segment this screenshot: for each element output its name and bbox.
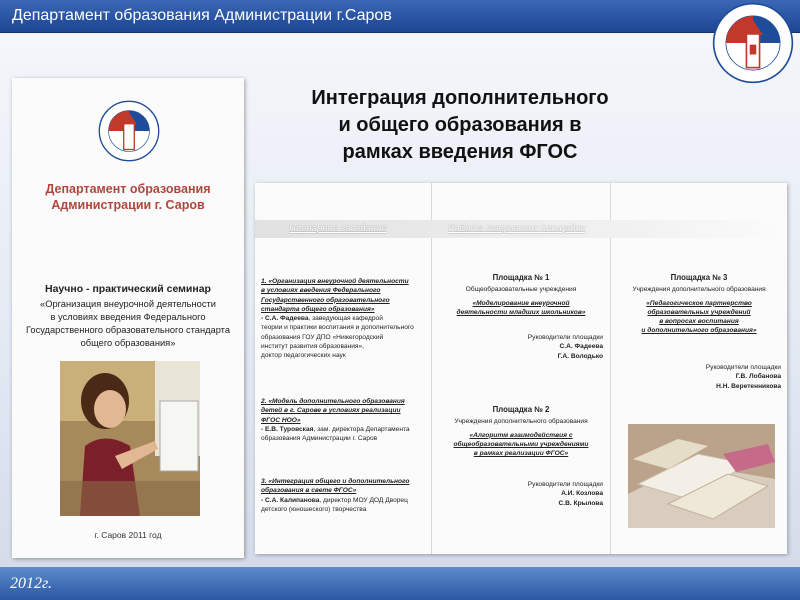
brochure-photo <box>60 361 200 516</box>
seminar-line-4: общего образования» <box>80 338 176 348</box>
speaker-name: - С.А. Калипанова <box>261 496 320 504</box>
seminar-heading: Научно - практический семинар <box>45 283 211 295</box>
speaker-detail: , директор МОУ ДОД Дворец <box>319 496 408 504</box>
title-line-1: Интеграция дополнительного <box>311 87 609 109</box>
plenary-title-line: 3. «Интеграция общего и дополнительного <box>261 478 410 485</box>
seminar-line-3: Государственного образовательного стандарта <box>25 325 230 335</box>
site-institution: Учреждения дополнительного образования <box>454 418 588 426</box>
title-line-3: рамках введения ФГОС <box>342 141 578 163</box>
seminar-line-1: «Организация внеурочной деятельности <box>40 299 216 309</box>
speaker-name: - С.А. Фадеева <box>261 315 309 323</box>
plenary-item-2 <box>261 397 429 443</box>
leader-name: Н.Н. Веретенникова <box>716 382 781 390</box>
footer-bar <box>0 567 800 600</box>
site-2-leaders <box>435 480 603 508</box>
leader-name: Г.А. Володько <box>557 352 603 360</box>
brochure-cover <box>12 78 244 558</box>
fold-line <box>610 183 611 554</box>
speaker-name: - Е.В. Туровская <box>261 425 314 433</box>
speaker-detail: образования ГОУ ДПО «Нижегородский <box>261 333 384 341</box>
site-title: Площадка № 1 <box>492 273 550 282</box>
site-topic-line: в вопросах воспитания <box>659 318 739 326</box>
site-topic-line: «Алгоритм взаимодействия с <box>469 431 573 439</box>
plenary-item-3 <box>261 477 429 514</box>
speaker-detail: , зам. директора Департамента <box>313 425 410 433</box>
plenary-title-line: 1. «Организация внеурочной деятельности <box>261 278 409 285</box>
plenary-title-line: стандарта общего образования» <box>261 305 375 313</box>
header-bar <box>0 0 800 33</box>
leaders-label: Руководители площадки <box>527 334 603 341</box>
slide-title <box>250 85 670 166</box>
leaders-label: Руководители площадки <box>705 364 781 371</box>
site-3 <box>613 273 785 336</box>
workshops-label: Работа творческих площадок <box>448 223 586 234</box>
speaker-detail: теории и практики воспитания и дополнительного <box>261 324 414 332</box>
plenary-title-line: образования в свете ФГОС» <box>261 487 357 495</box>
department-emblem-icon <box>712 2 794 84</box>
papers-photo <box>628 424 775 528</box>
plenary-label: Пленарное заседание <box>289 223 387 234</box>
speaker-detail: детского (юношеского) творчества <box>261 505 367 513</box>
plenary-title-line: детей в г. Сарове в условиях реализации <box>261 407 401 415</box>
site-1 <box>435 273 607 317</box>
plenary-title-line: ФГОС НОО» <box>261 416 301 424</box>
site-topic-line: деятельности младших школьников» <box>456 308 586 316</box>
leader-name: С.А. Фадеева <box>559 343 603 351</box>
seminar-theme <box>18 298 238 350</box>
site-topic-line: «Педагогическое партнерство <box>646 299 752 307</box>
brochure-emblem-icon <box>94 98 164 164</box>
speaker-detail: доктор педагогических наук <box>261 352 346 360</box>
brochure-city-year: г. Саров 2011 год <box>94 530 162 540</box>
leader-name: А.И. Козлова <box>561 490 603 498</box>
site-topic-line: в рамках реализации ФГОС» <box>473 450 569 458</box>
fold-line <box>431 183 432 554</box>
plenary-item-1 <box>261 277 429 361</box>
plenary-title-line: Государственного образовательного <box>261 296 390 304</box>
plenary-title-line: 2. «Модель дополнительного образования <box>261 398 405 405</box>
leader-name: Г.В. Лобанова <box>735 373 781 381</box>
site-topic-line: общеобразовательными учреждениями <box>453 440 589 448</box>
footer-year: 2012г. <box>10 575 53 592</box>
speaker-detail: образования Администрации г. Саров <box>261 435 378 443</box>
dept-line-2: Администрации г. Саров <box>51 198 205 212</box>
brochure-department <box>12 181 244 213</box>
site-title: Площадка № 3 <box>670 273 728 282</box>
program-spread <box>255 183 787 554</box>
site-topic-line: образовательных учреждений <box>647 308 751 316</box>
title-line-2: и общего образования в <box>338 114 582 136</box>
seminar-line-2: в условиях введения Федерального <box>50 312 206 322</box>
leader-name: С.В. Крылова <box>558 499 603 507</box>
speaker-detail: , заведующая кафедрой <box>308 315 383 323</box>
leaders-label: Руководители площадки <box>527 481 603 488</box>
dept-line-1: Департамент образования <box>45 182 211 196</box>
site-title: Площадка № 2 <box>492 405 550 414</box>
speaker-detail: институт развития образования», <box>261 343 364 351</box>
site-topic-line: и дополнительного образования» <box>641 327 757 335</box>
site-institution: Общеобразовательные учреждения <box>465 286 577 294</box>
site-1-leaders <box>435 333 603 361</box>
site-topic-line: «Моделирование внеурочной <box>472 299 570 307</box>
site-2 <box>435 405 607 458</box>
site-institution: Учреждения дополнительного образования <box>632 286 766 294</box>
plenary-title-line: в условиях введения Федерального <box>261 287 381 295</box>
site-3-leaders <box>613 363 781 391</box>
header-title: Департамент образования Администрации г.Саров <box>12 7 392 24</box>
